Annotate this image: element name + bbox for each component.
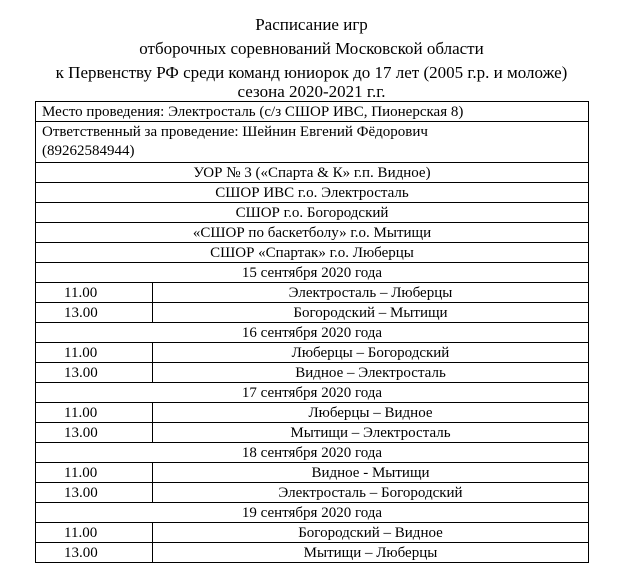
game-time: 11.00 [36,463,153,483]
game-row [36,523,589,543]
competition-title: отборочных соревнований Московской области [139,39,484,58]
date-cell: 15 сентября 2020 года [36,263,589,283]
date-row [36,503,589,523]
team-cell: «СШОР по баскетболу» г.о. Мытищи [36,223,589,243]
game-match: Богородский – Видное [153,523,589,543]
game-time: 13.00 [36,303,153,323]
date-row [36,383,589,403]
schedule-title: Расписание игр [255,15,368,34]
game-time: 13.00 [36,483,153,503]
responsible-cell [36,122,589,163]
responsible-row [36,122,589,163]
responsible-name: Ответственный за проведение: Шейнин Евгений Фёдорович [42,124,428,140]
game-match: Видное – Электросталь [153,363,589,383]
championship-title: к Первенству РФ среди команд юниорок до 17 лет (2005 г.р. и моложе) [55,63,568,82]
game-row [36,463,589,483]
date-cell: 17 сентября 2020 года [36,383,589,403]
game-row [36,363,589,383]
game-row [36,543,589,563]
season-title: сезона 2020-2021 г.г. [237,82,386,101]
game-match: Мытищи – Люберцы [153,543,589,563]
game-row [36,483,589,503]
game-time: 11.00 [36,403,153,423]
game-row [36,283,589,303]
game-match: Мытищи – Электросталь [153,423,589,443]
game-time: 13.00 [36,423,153,443]
game-time: 11.00 [36,343,153,363]
game-row [36,423,589,443]
team-row [36,163,589,183]
game-time: 11.00 [36,523,153,543]
responsible-phone: (89262584944) [42,143,135,159]
game-time: 13.00 [36,543,153,563]
schedule-table [35,101,589,563]
venue-row [36,102,589,122]
team-cell: СШОР г.о. Богородский [36,203,589,223]
team-cell: СШОР ИВС г.о. Электросталь [36,183,589,203]
team-cell: СШОР «Спартак» г.о. Люберцы [36,243,589,263]
date-cell: 18 сентября 2020 года [36,443,589,463]
team-row [36,243,589,263]
team-row [36,203,589,223]
game-match: Электросталь – Богородский [153,483,589,503]
game-match: Электросталь – Люберцы [153,283,589,303]
team-row [36,183,589,203]
game-row [36,403,589,423]
game-time: 11.00 [36,283,153,303]
venue-cell: Место проведения: Электросталь (с/з СШОР ИВС, Пионерская 8) [36,102,589,122]
date-row [36,263,589,283]
game-match: Люберцы – Богородский [153,343,589,363]
date-cell: 16 сентября 2020 года [36,323,589,343]
game-match: Богородский – Мытищи [153,303,589,323]
team-cell: УОР № 3 («Спарта & К» г.п. Видное) [36,163,589,183]
date-row [36,443,589,463]
game-time: 13.00 [36,363,153,383]
date-row [36,323,589,343]
team-row [36,223,589,243]
game-match: Люберцы – Видное [153,403,589,423]
game-row [36,343,589,363]
game-match: Видное - Мытищи [153,463,589,483]
game-row [36,303,589,323]
date-cell: 19 сентября 2020 года [36,503,589,523]
